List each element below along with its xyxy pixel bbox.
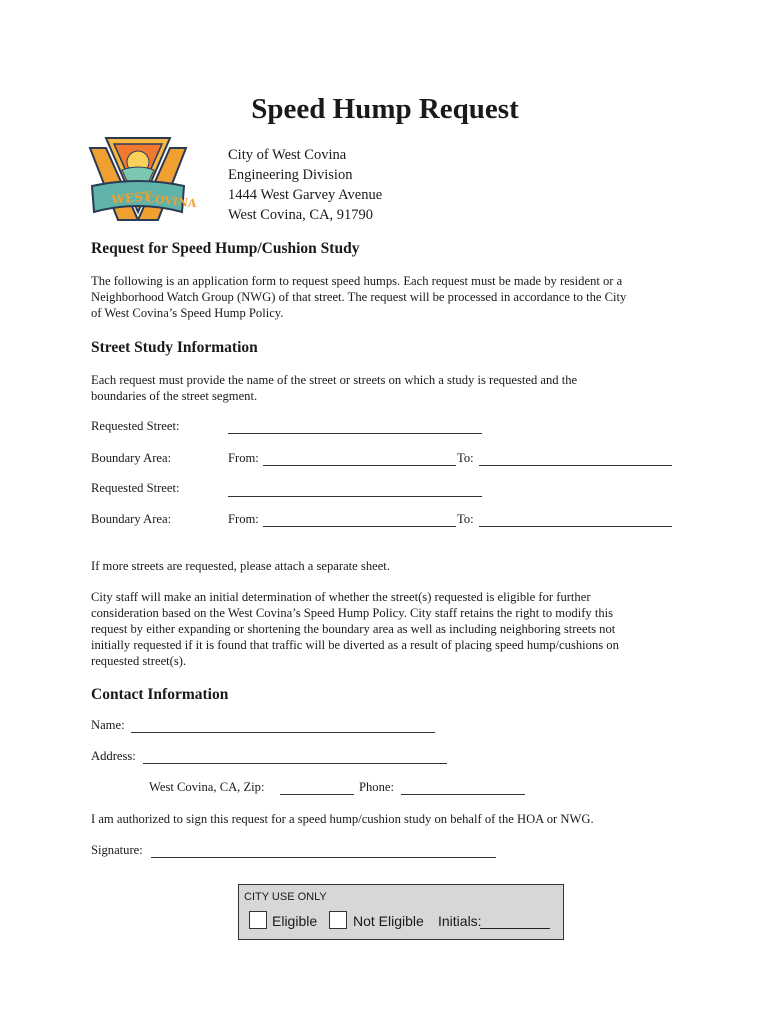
address-line: Engineering Division	[228, 167, 353, 183]
address-line: West Covina, CA, 91790	[228, 207, 374, 223]
address-line: City of West Covina	[228, 147, 347, 163]
authorization-statement: I am authorized to sign this request for a speed hump/cushion study on behalf of the HOA or NWG.	[91, 812, 594, 826]
street-study-paragraph	[91, 372, 691, 404]
city-use-only-label: CITY USE ONLY	[244, 891, 327, 903]
boundary-area-label: Boundary Area:	[91, 512, 172, 526]
paragraph-line: initially requested if it is found that traffic will be diverted as a result of placing speed hump/cushions on	[91, 638, 619, 652]
paragraph-line: request by either expanding or shortening the boundary area as well as including neighboring streets not	[91, 622, 616, 636]
phone-label: Phone:	[359, 780, 394, 794]
page-title: Speed Hump Request	[251, 93, 519, 125]
section-heading-street-study: Street Study Information	[91, 339, 258, 356]
from-field-2[interactable]	[263, 514, 456, 527]
paragraph-line: consideration based on the West Covina’s Speed Hump Policy. City staff retains the right to modify this	[91, 606, 614, 620]
paragraph-line: of West Covina’s Speed Hump Policy.	[91, 306, 284, 320]
city-use-only-box	[238, 884, 564, 940]
from-label: From:	[228, 451, 259, 465]
paragraph-line: Each request must provide the name of the street or streets on which a study is requested and the	[91, 373, 578, 387]
to-label: To:	[457, 512, 474, 526]
not-eligible-label: Not Eligible	[353, 913, 424, 929]
address-field[interactable]	[143, 751, 447, 764]
paragraph-line: boundaries of the street segment.	[91, 389, 258, 403]
address-block	[228, 145, 382, 225]
not-eligible-checkbox[interactable]	[329, 911, 347, 929]
paragraph-line: City staff will make an initial determination of whether the street(s) requested is eligible for further	[91, 590, 591, 604]
address-label: Address:	[91, 749, 136, 763]
requested-street-field-1[interactable]	[228, 421, 482, 434]
city-zip-label: West Covina, CA, Zip:	[149, 780, 265, 794]
from-label: From:	[228, 512, 259, 526]
eligible-label: Eligible	[272, 913, 318, 929]
logo-text-west: WEST	[110, 188, 153, 207]
initials-label: Initials:	[438, 913, 482, 929]
section-heading-contact: Contact Information	[91, 686, 229, 703]
to-field-1[interactable]	[479, 453, 672, 466]
more-streets-note: If more streets are requested, please attach a separate sheet.	[91, 559, 390, 573]
to-field-2[interactable]	[479, 514, 672, 527]
paragraph-line: Neighborhood Watch Group (NWG) of that street. The request will be processed in accordance to the City	[91, 290, 627, 304]
name-field[interactable]	[131, 720, 435, 733]
west-covina-logo	[86, 134, 198, 226]
boundary-area-label: Boundary Area:	[91, 451, 172, 465]
from-field-1[interactable]	[263, 453, 456, 466]
requested-street-label: Requested Street:	[91, 419, 180, 433]
to-label: To:	[457, 451, 474, 465]
logo-text-covina: COVINA	[145, 192, 198, 211]
zip-field[interactable]	[280, 782, 354, 795]
staff-note-paragraph	[91, 589, 691, 669]
paragraph-line: The following is an application form to request speed humps. Each request must be made by resident or a	[91, 274, 623, 288]
signature-label: Signature:	[91, 843, 143, 857]
name-label: Name:	[91, 718, 125, 732]
section-heading-request: Request for Speed Hump/Cushion Study	[91, 240, 360, 257]
initials-field[interactable]	[480, 916, 550, 929]
intro-paragraph	[91, 273, 691, 321]
signature-field[interactable]	[151, 845, 496, 858]
requested-street-field-2[interactable]	[228, 484, 482, 497]
requested-street-label: Requested Street:	[91, 481, 180, 495]
paragraph-line: requested street(s).	[91, 654, 187, 668]
phone-field[interactable]	[401, 782, 525, 795]
eligible-checkbox[interactable]	[249, 911, 267, 929]
address-line: 1444 West Garvey Avenue	[228, 187, 383, 203]
